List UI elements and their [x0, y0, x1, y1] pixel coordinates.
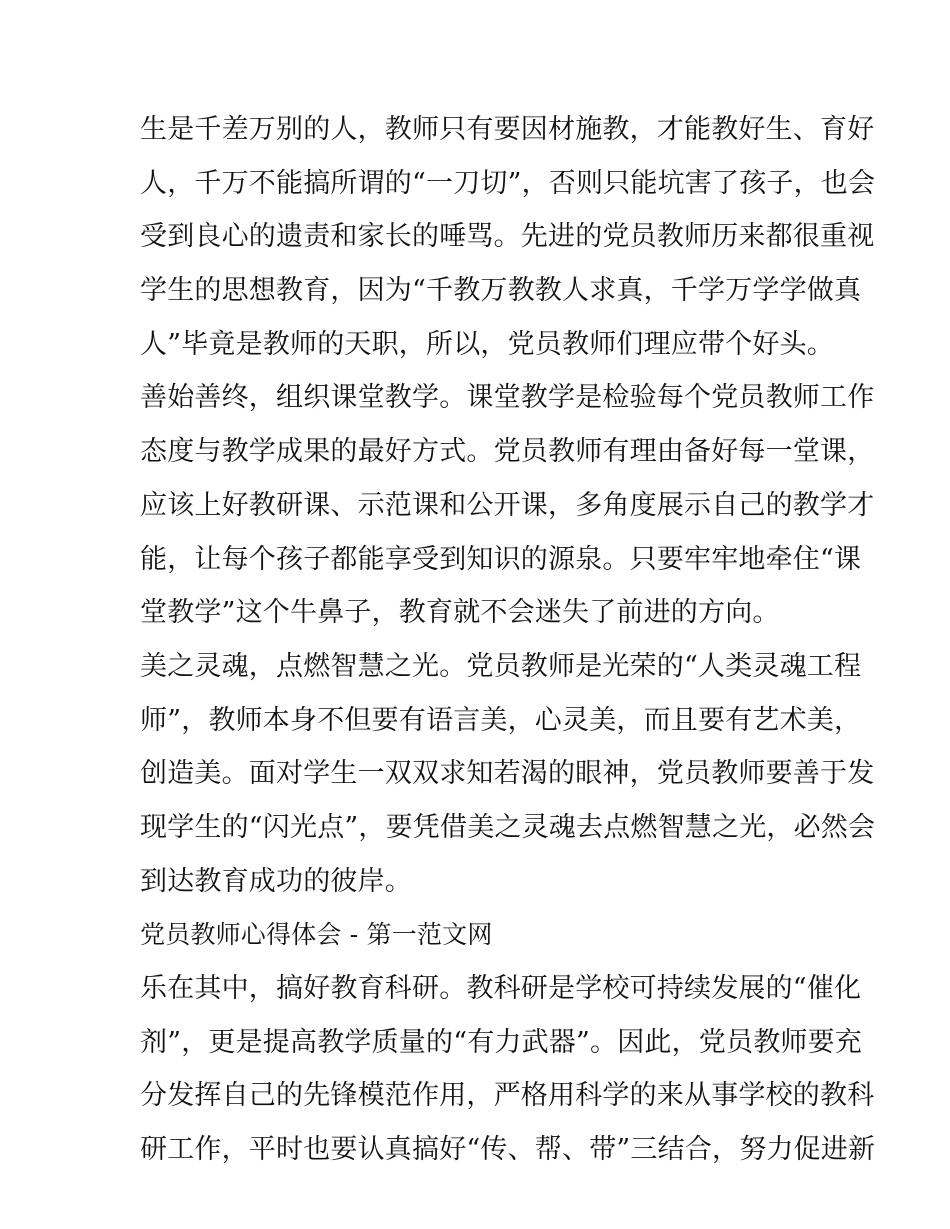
text-line-17: 乐在其中，搞好教育科研。教科研是学校可持续发展的“催化 [140, 973, 862, 1004]
text-line-6: 善始善终，组织课堂教学。课堂教学是检验每个党员教师工作 [140, 382, 875, 414]
text-line-7: 态度与教学成果的最好方式。党员教师有理由备好每一堂课， [140, 436, 875, 468]
text-line-4: 学生的思想教育，因为“千教万教教人求真，千学万学学做真 [140, 275, 862, 307]
text-line-18: 剂”，更是提高教学质量的“有力武器”。因此，党员教师要充 [140, 1026, 863, 1058]
text-line-12: 师”，教师本身不但要有语言美，心灵美，而且要有艺术美， [140, 704, 862, 736]
text-line-15: 到达教育成功的彼岸。 [140, 865, 412, 897]
text-line-10: 堂教学”这个牛鼻子，教育就不会迷失了前进的方向。 [140, 597, 780, 629]
text-line-19: 分发挥自己的先锋模范作用，严格用科学的来从事学校的教科 [140, 1080, 875, 1112]
text-line-5: 人”毕竟是教师的天职，所以，党员教师们理应带个好头。 [140, 328, 835, 360]
text-line-8: 应该上好教研课、示范课和公开课，多角度展示自己的教学才 [140, 489, 875, 521]
text-line-2: 人，千万不能搞所谓的“一刀切”，否则只能坑害了孩子，也会 [140, 167, 876, 199]
text-line-11: 美之灵魂，点燃智慧之光。党员教师是光荣的“人类灵魂工程 [140, 650, 862, 682]
text-line-9: 能，让每个孩子都能享受到知识的源泉。只要牢牢地牵住“课 [140, 543, 862, 575]
document-body [140, 103, 876, 1177]
text-line-3: 受到良心的遗责和家长的唾骂。先进的党员教师历来都很重视 [140, 221, 875, 253]
text-line-1: 生是千差万别的人，教师只有要因材施教，才能教好生、育好 [140, 114, 875, 145]
text-line-14: 现学生的“闪光点”，要凭借美之灵魂去点燃智慧之光，必然会 [140, 811, 876, 843]
text-line-13: 创造美。面对学生一双双求知若渴的眼神，党员教师要善于发 [140, 758, 875, 790]
text-line-20: 研工作，平时也要认真搞好“传、帮、带”三结合，努力促进新 [140, 1134, 876, 1166]
section-heading: 党员教师心得体会 - 第一范文网 [140, 920, 493, 950]
